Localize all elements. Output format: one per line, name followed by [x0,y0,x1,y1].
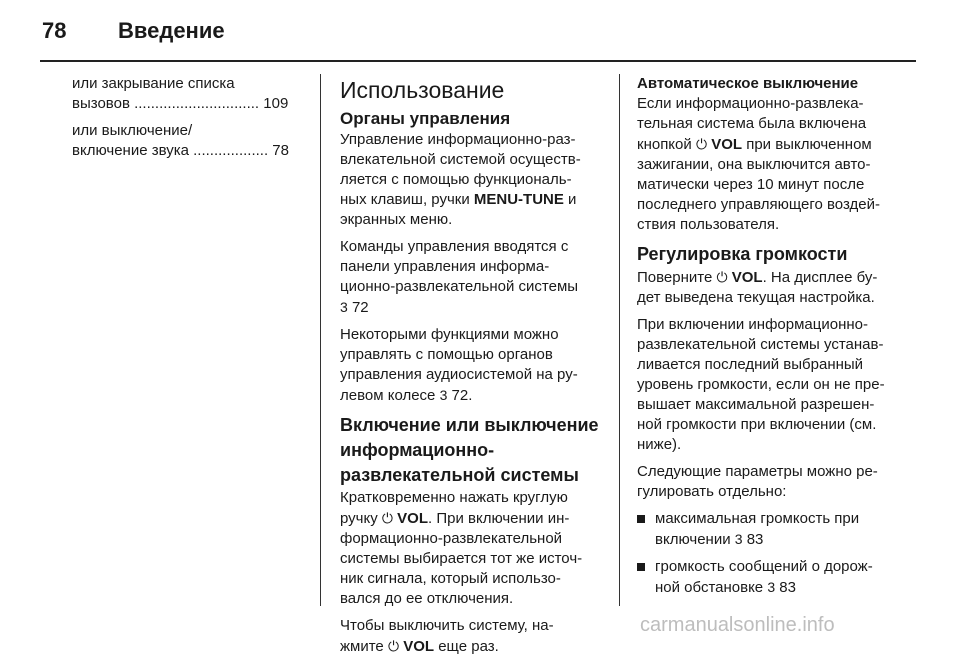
volume-bullet-list [637,509,905,598]
auto-off-heading: Автоматическое выключение [637,75,859,92]
page-reference: 83 [779,579,796,596]
vol-key: VOL [711,136,743,153]
controls-paragraph: Команды управления вводятся с панели управления информа- ционно-развлекательной системы 3 72 [340,238,579,316]
square-bullet-icon [637,563,645,571]
column-divider-right [619,74,620,606]
section-title: Введение [118,18,225,43]
right-column [637,74,905,605]
volume-heading: Регулировка громкости [637,244,848,264]
toc-entry [72,121,304,161]
auto-off-paragraph: Если информационно-развлека- тельная система была включена кнопкой ⏻ VOL при выключенном зажигании, она выключится авто- матически через 10 минут после последнего управляющего воздей- ствия пользователя. [637,95,880,233]
toc-line: включение звука .................. 78 [72,142,289,159]
vol-key: VOL [403,638,435,655]
controls-paragraph: Управление информационно-раз- влекательной системой осуществ- ляется с помощью функциональ- ных клавиш, ручки MENU-TUNE и экранных меню. [340,131,581,228]
square-bullet-icon [637,515,645,523]
page-reference: 72. [451,387,473,404]
watermark: carmanualsonline.info [640,614,835,636]
vol-key: VOL [397,510,428,527]
power-icon: ⏻ [695,136,708,152]
reference-arrow-icon: 3 [439,387,448,403]
power-icon: ⏻ [387,638,400,654]
power-icon: ⏻ [381,510,393,526]
power-icon: ⏻ [716,269,728,285]
power-paragraph: Чтобы выключить систему, на- жмите ⏻ VOL еще раз. [340,617,554,655]
menu-tune-key: MENU-TUNE [473,191,564,208]
column-divider-left [320,74,321,606]
chapter-title: Использование [340,77,505,103]
reference-arrow-icon: 3 [767,579,776,595]
toc-line: или закрывание списка [72,75,235,92]
volume-paragraph: При включении информационно- развлекательной системы устанав- ливается последний выбранный уровень громкости, если он не пре- вышает максимальной разрешен- ной громкости при включении (см. ниже). [637,316,885,453]
toc-line: вызовов .............................. 109 [72,95,289,112]
list-item: громкость сообщений о дорож- ной обстановке 3 83 [637,557,905,598]
controls-heading: Органы управления [340,109,511,128]
power-paragraph: Кратковременно нажать круглую ручку ⏻ VOL. При включении ин- формационно-развлекательной системы выбирается тот же источ- ник сигнала, который использо- вался до ее отключения. [340,489,583,607]
controls-paragraph: Некоторыми функциями можно управлять с помощью органов управления аудиосистемой на ру- левом колесе 3 72. [340,326,578,404]
vol-key: VOL [731,269,763,286]
page-reference: 72 [351,299,369,316]
main-column [340,74,602,664]
page-reference: 83 [746,531,764,548]
volume-paragraph: Поверните ⏻ VOL. На дисплее бу- дет выведена текущая настройка. [637,269,878,306]
page-number: 78 [42,18,67,43]
power-heading: Включение или выключение информационно- развлекательной системы [340,415,599,485]
page-header [0,0,960,62]
header-rule [40,60,916,62]
list-item: максимальная громкость при включении 3 83 [637,509,905,550]
reference-arrow-icon: 3 [340,299,348,315]
toc-entry [72,74,304,114]
volume-paragraph: Следующие параметры можно ре- гулировать отдельно: [637,463,878,500]
toc-column [72,74,304,168]
toc-line: или выключение/ [72,122,193,139]
reference-arrow-icon: 3 [734,531,743,547]
